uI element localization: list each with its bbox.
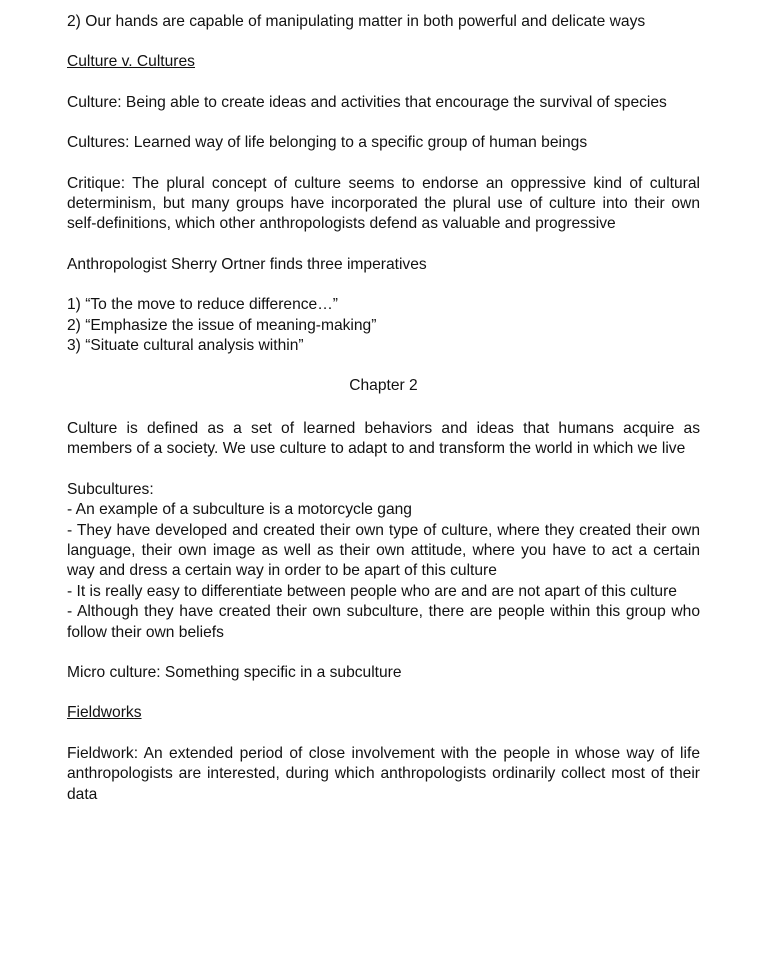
heading-culture-v-cultures: Culture v. Cultures	[67, 53, 195, 71]
list-item: 2) “Emphasize the issue of meaning-making”	[67, 316, 377, 334]
paragraph-fieldwork: Fieldwork: An extended period of close involvement with the people in whose way of life anthropologists are interested, during which anthropologists ordinarily collect most of their data	[67, 744, 700, 803]
list-item: 3) “Situate cultural analysis within”	[67, 337, 304, 355]
subcultures-label: Subcultures:	[67, 480, 154, 498]
paragraph-hands: 2) Our hands are capable of manipulating matter in both powerful and delicate ways	[67, 13, 646, 30]
paragraph-ortner: Anthropologist Sherry Ortner finds three imperatives	[67, 255, 427, 273]
subcultures-section	[67, 480, 700, 643]
list-item: - An example of a subculture is a motorcycle gang	[67, 501, 412, 519]
chapter-title: Chapter 2	[349, 377, 418, 395]
list-item: - It is really easy to differentiate between people who are and are not apart of this culture	[67, 582, 677, 600]
list-item: - Although they have created their own subculture, there are people within this group who follow their own beliefs	[67, 603, 700, 641]
heading-fieldworks: Fieldworks	[67, 704, 142, 722]
paragraph-culture-defined: Culture is defined as a set of learned behaviors and ideas that humans acquire as members of a society. We use culture to adapt to and transform the world in which we live	[67, 419, 700, 458]
paragraph-critique: Critique: The plural concept of culture seems to endorse an oppressive kind of cultural determinism, but many groups have incorporated the plural use of culture into their own self-definitions, which other anthropologists defend as valuable and progressive	[67, 174, 700, 233]
paragraph-culture-definition: Culture: Being able to create ideas and activities that encourage the survival of species	[67, 93, 667, 111]
list-item: - They have developed and created their own type of culture, where they created their own language, their own image as well as their own attitude, where you have to act a certain way and dress a certain way in order to be apart of this culture	[67, 521, 700, 580]
list-item: 1) “To the move to reduce difference…”	[67, 296, 339, 314]
imperatives-list	[67, 295, 700, 356]
paragraph-micro-culture: Micro culture: Something specific in a subculture	[67, 663, 402, 681]
paragraph-cultures-definition: Cultures: Learned way of life belonging to a specific group of human beings	[67, 134, 588, 152]
